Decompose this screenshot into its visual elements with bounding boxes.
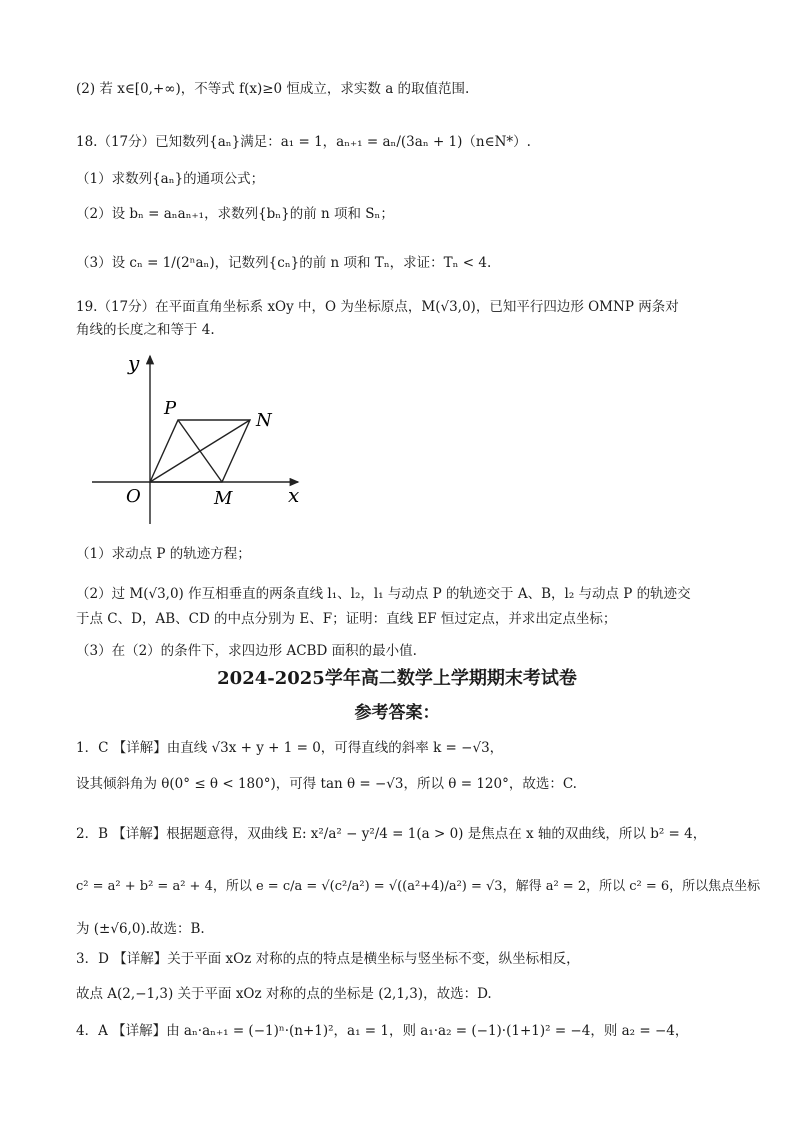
label-m: M — [214, 488, 233, 509]
answer-1-line2: 设其倾斜角为 θ(0° ≤ θ < 180°)，可得 tan θ = −√3，所以 θ = 120°，故选：C. — [76, 776, 577, 792]
diagonal-pm — [178, 420, 222, 482]
q19-part1: （1）求动点 P 的轨迹方程； — [76, 546, 251, 562]
q18-stem: 18.（17分）已知数列{aₙ}满足：a₁ = 1，aₙ₊₁ = aₙ/(3aₙ + 1)（n∈N*）. — [76, 134, 531, 150]
label-o: O — [126, 486, 141, 507]
label-x: x — [288, 483, 300, 507]
q18-part2: （2）设 bₙ = aₙaₙ₊₁，求数列{bₙ}的前 n 项和 Sₙ； — [76, 206, 394, 222]
q19-stem-cont: 角线的长度之和等于 4. — [76, 322, 215, 338]
q18-part3: （3）设 cₙ = 1/(2ⁿaₙ)，记数列{cₙ}的前 n 项和 Tₙ，求证：Tₙ < 4. — [76, 255, 492, 271]
answer-1-line1: 1．C 【详解】由直线 √3x + y + 1 = 0，可得直线的斜率 k = −√3， — [76, 740, 504, 756]
q19-stem: 19.（17分）在平面直角坐标系 xOy 中，O 为坐标原点，M(√3,0)，已知平行四边形 OMNP 两条对 — [76, 299, 679, 315]
answer-3-line2: 故点 A(2,−1,3) 关于平面 xOz 对称的点的坐标是 (2,1,3)，故选：D. — [76, 986, 492, 1002]
q17-part2: (2) 若 x∈[0,+∞)，不等式 f(x)≥0 恒成立，求实数 a 的取值范围. — [76, 81, 470, 97]
parallelogram-figure — [88, 348, 318, 528]
label-p: P — [164, 398, 177, 419]
answer-3-line1: 3．D 【详解】关于平面 xOz 对称的点的特点是横坐标与竖坐标不变，纵坐标相反， — [76, 951, 580, 967]
q19-part2-cont: 于点 C、D，AB、CD 的中点分别为 E、F；证明：直线 EF 恒过定点，并求出定点坐标； — [76, 611, 617, 627]
q19-part2: （2）过 M(√3,0) 作互相垂直的两条直线 l₁、l₂，l₁ 与动点 P 的轨迹交于 A、B，l₂ 与动点 P 的轨迹交 — [76, 586, 691, 602]
answer-4-line1: 4．A 【详解】由 aₙ·aₙ₊₁ = (−1)ⁿ·(n+1)²，a₁ = 1，则 a₁·a₂ = (−1)·(1+1)² = −4，则 a₂ = −4， — [76, 1023, 689, 1039]
q18-part1: （1）求数列{aₙ}的通项公式； — [76, 171, 265, 187]
answer-2-line1: 2．B 【详解】根据题意得，双曲线 E: x²/a² − y²/4 = 1(a > 0) 是焦点在 x 轴的双曲线，所以 b² = 4， — [76, 826, 707, 842]
answer-title: 2024-2025学年高二数学上学期期末考试卷 — [217, 668, 577, 689]
answer-2-line2: c² = a² + b² = a² + 4，所以 e = c/a = √(c²/a²) = √((a²+4)/a²) = √3，解得 a² = 2，所以 c² = 6，所以焦点坐标 — [76, 879, 761, 894]
label-n: N — [256, 410, 272, 431]
q19-part3: （3）在（2）的条件下，求四边形 ACBD 面积的最小值. — [76, 643, 417, 659]
answer-subtitle: 参考答案： — [354, 703, 440, 723]
label-y: y — [128, 351, 140, 375]
answer-2-line3: 为 (±√6,0).故选：B. — [76, 921, 205, 937]
